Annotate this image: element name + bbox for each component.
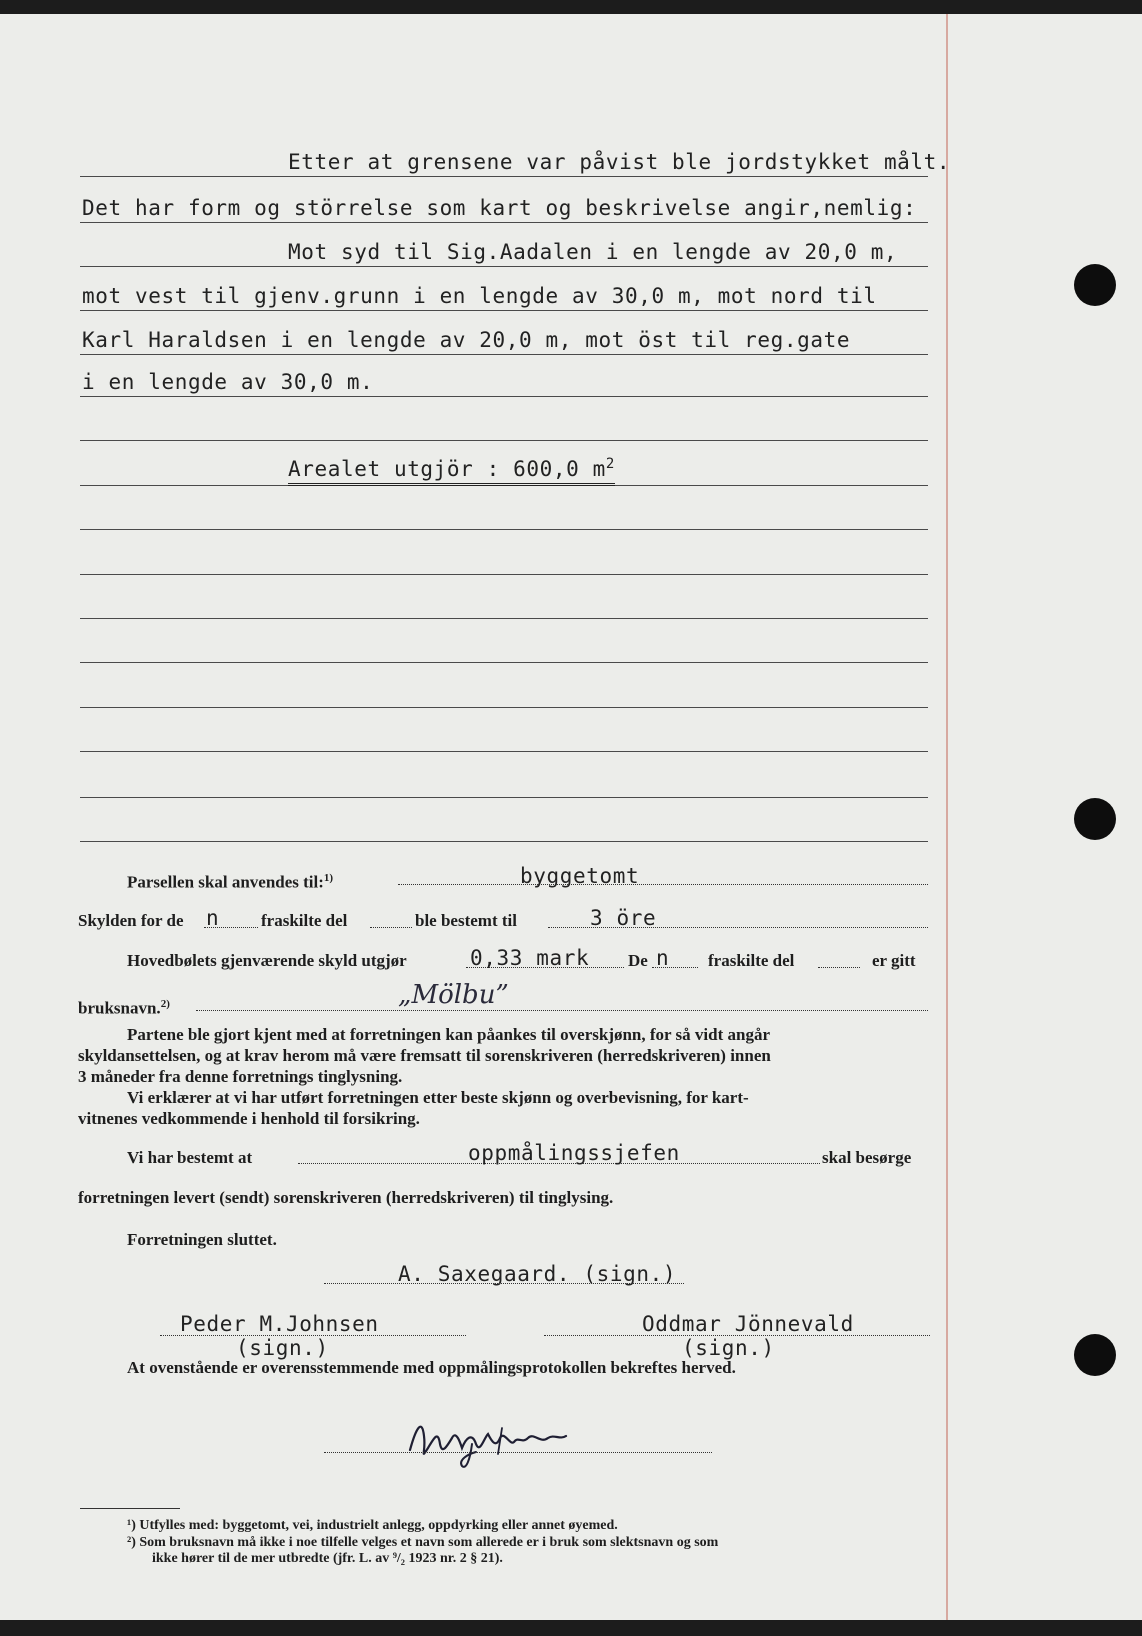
sluttet-line: Forretningen sluttet.: [127, 1230, 277, 1249]
hoved-label: Hovedbølets gjenværende skyld utgjør: [127, 951, 407, 970]
hoved-gitt: er gitt: [872, 951, 916, 970]
bestemt-suffix: skal besørge: [822, 1148, 912, 1167]
signature-right-sign: (sign.): [682, 1336, 775, 1360]
ruled-line: [80, 618, 928, 619]
margin-line: [946, 14, 948, 1620]
ruled-line: [80, 751, 928, 752]
ruled-line: [80, 310, 928, 311]
area-label: Arealet utgjör : 600,0 m: [288, 457, 606, 481]
footnote-2: ²) Som bruksnavn må ikke i noe tilfelle velges et navn som allerede er i bruk som slektsnavn og som: [127, 1535, 719, 1550]
ruled-line: [80, 841, 928, 842]
description-line: Mot syd til Sig.Aadalen i en lengde av 20,0 m,: [288, 240, 898, 264]
skylden-prefix: Skylden for de: [78, 911, 184, 930]
footnote-rule: [80, 1508, 180, 1509]
skylden-n: n: [206, 906, 220, 930]
parsellen-field-line: [398, 884, 928, 885]
skylden-n-line: [204, 927, 258, 928]
para1-line: 3 måneder fra denne forretnings tinglysning.: [78, 1067, 403, 1086]
bruksnavn-field-line: [196, 1010, 928, 1011]
signature-main: A. Saxegaard. (sign.): [398, 1262, 677, 1286]
para2-line: Vi erklærer at vi har utført forretningen etter beste skjønn og overbevisning, for kart-: [127, 1088, 749, 1107]
bruksnavn-value: „Mölbu”: [398, 980, 509, 1010]
hoved-del-line: [818, 967, 860, 968]
description-line: Karl Haraldsen i en lengde av 20,0 m, mot öst til reg.gate: [82, 328, 851, 352]
bruksnavn-label: bruksnavn.$^{2)}$: [78, 998, 170, 1018]
area-unit-exponent: 2: [605, 456, 615, 472]
para2-line: vitnenes vedkommende i henhold til forsikring.: [78, 1109, 420, 1128]
signature-stamp-line: [324, 1452, 712, 1453]
ruled-line: [80, 707, 928, 708]
skylden-value: 3 öre: [590, 906, 657, 930]
ruled-line: [80, 222, 928, 223]
signature-main-line: [324, 1283, 684, 1284]
ruled-line: [80, 662, 928, 663]
signature-left-sign: (sign.): [236, 1336, 329, 1360]
description-line: Det har form og störrelse som kart og beskrivelse angir,nemlig:: [82, 196, 917, 220]
scan-top-border: [0, 0, 1142, 14]
ruled-line: [80, 797, 928, 798]
punch-hole: [1074, 798, 1116, 840]
ruled-line: [80, 176, 928, 177]
ruled-line: [80, 529, 928, 530]
skylden-mid: fraskilte del: [261, 911, 348, 930]
hoved-fraskilte: fraskilte del: [708, 951, 795, 970]
ruled-line: [80, 574, 928, 575]
hoved-n-line: [652, 967, 698, 968]
skylden-bestemt: ble bestemt til: [415, 911, 517, 930]
scan-bottom-border: [0, 1620, 1142, 1636]
ruled-line: [80, 266, 928, 267]
bestemt-label: Vi har bestemt at: [127, 1148, 253, 1167]
parsellen-value: byggetomt: [520, 864, 640, 888]
description-line: mot vest til gjenv.grunn i en lengde av 30,0 m, mot nord til: [82, 284, 877, 308]
description-line: Etter at grensene var påvist ble jordstykket målt.: [288, 150, 951, 174]
punch-hole: [1074, 264, 1116, 306]
hoved-de: De: [628, 951, 648, 970]
certify-line: At ovenstående er overensstemmende med oppmålingsprotokollen bekreftes herved.: [127, 1358, 736, 1377]
bestemt-value: oppmålingssjefen: [468, 1141, 680, 1165]
skylden-del-line: [370, 927, 412, 928]
levert-line: forretningen levert (sendt) sorenskriveren (herredskriveren) til tinglysing.: [78, 1188, 614, 1207]
footnote-2-cont: ikke hører til de mer utbredte (jfr. L. av ⁹/₂ 1923 nr. 2 § 21).: [152, 1551, 503, 1566]
area-total: [288, 456, 615, 486]
description-line: i en lengde av 30,0 m.: [82, 370, 374, 394]
signature-left-name: Peder M.Johnsen: [180, 1312, 379, 1336]
punch-hole: [1074, 1334, 1116, 1376]
para1-line: skyldansettelsen, og at krav herom må være fremsatt til sorenskriveren (herredskriveren) innen: [78, 1046, 771, 1065]
ruled-line: [80, 396, 928, 397]
hoved-value: 0,33 mark: [470, 946, 590, 970]
signature-right-name: Oddmar Jönnevald: [642, 1312, 854, 1336]
ruled-line: [80, 354, 928, 355]
para1-line: Partene ble gjort kjent med at forretningen kan påankes til overskjønn, for så vidt angår: [127, 1025, 770, 1044]
ruled-line: [80, 440, 928, 441]
footnote-1: ¹) Utfylles med: byggetomt, vei, industrielt anlegg, oppdyrking eller annet øyemed.: [127, 1518, 618, 1533]
hoved-n: n: [656, 946, 670, 970]
handwritten-signature: [402, 1408, 592, 1478]
parsellen-label: Parsellen skal anvendes til:$^{1)}$: [127, 872, 334, 892]
